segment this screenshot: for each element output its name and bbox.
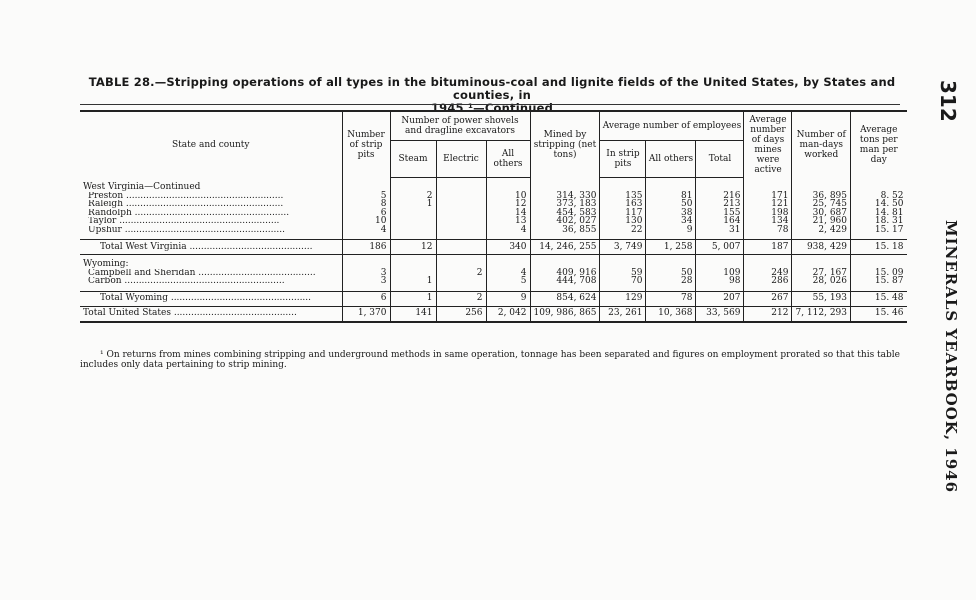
header-state-county: State and county — [80, 111, 342, 178]
row-label: Raleigh ....................................................... — [88, 200, 284, 209]
cell: 2 — [436, 269, 486, 278]
cell: 25, 745 — [792, 200, 851, 209]
cell: 8. 52 — [851, 192, 907, 201]
cell: 7, 112, 293 — [792, 306, 851, 322]
section-label: West Virginia—Continued — [83, 182, 201, 192]
table-row — [80, 277, 907, 286]
cell: 36, 895 — [792, 192, 851, 201]
cell: 2 — [390, 192, 436, 201]
cell: 3, 749 — [600, 240, 646, 255]
cell — [436, 217, 486, 226]
cell: 2 — [436, 291, 486, 306]
cell: 9 — [646, 226, 696, 235]
header-man-days: Number of man-days worked — [792, 111, 851, 178]
cell: 12 — [486, 200, 530, 209]
cell: 216 — [696, 192, 744, 201]
cell: 10 — [342, 217, 390, 226]
cell: 198 — [744, 209, 792, 218]
row-label: Preston ....................................................... — [88, 191, 284, 200]
cell: 129 — [600, 291, 646, 306]
cell: 59 — [600, 269, 646, 278]
header-emp-all-others: All others — [646, 141, 696, 178]
cell: 444, 708 — [530, 277, 600, 286]
cell: 109 — [696, 269, 744, 278]
cell: 34 — [646, 217, 696, 226]
header-all-others: All others — [486, 141, 530, 178]
row-label: Carbon ........................................................ — [88, 277, 285, 286]
cell: 22 — [600, 226, 646, 235]
table-row — [80, 226, 907, 235]
cell: 15. 09 — [851, 269, 907, 278]
row-label: Randolph ...................................................... — [88, 208, 290, 217]
cell: 2, 042 — [486, 306, 530, 322]
row-label: Total West Virginia ........................................... — [80, 240, 342, 255]
cell: 27, 167 — [792, 269, 851, 278]
header-steam: Steam — [390, 141, 436, 178]
cell: 130 — [600, 217, 646, 226]
cell: 155 — [696, 209, 744, 218]
header-mined: Mined by stripping (net tons) — [530, 111, 600, 178]
header-total: Total — [696, 141, 744, 178]
cell: 207 — [696, 291, 744, 306]
cell: 6 — [342, 209, 390, 218]
cell: 10, 368 — [646, 306, 696, 322]
cell: 38 — [646, 209, 696, 218]
cell: 171 — [744, 192, 792, 201]
cell — [390, 226, 436, 235]
page-number: 312 — [936, 80, 960, 122]
cell: 854, 624 — [530, 291, 600, 306]
row-label: Taylor ........................................................ — [88, 217, 280, 226]
cell — [436, 277, 486, 286]
cell: 15. 18 — [851, 240, 907, 255]
title-line-1: TABLE 28.—Stripping operations of all types in the bituminous-coal and lignite fields of the United States, by States and counties, in — [88, 75, 896, 102]
cell: 121 — [744, 200, 792, 209]
cell: 286 — [744, 277, 792, 286]
cell: 14 — [486, 209, 530, 218]
cell: 78 — [646, 291, 696, 306]
cell: 15. 87 — [851, 277, 907, 286]
cell: 28, 026 — [792, 277, 851, 286]
cell: 15. 46 — [851, 306, 907, 322]
cell — [436, 200, 486, 209]
title-line-2: 1945 ¹—Continued — [430, 101, 554, 115]
running-head: MINERALS YEARBOOK, 1946 — [942, 220, 960, 494]
cell: 14. 50 — [851, 200, 907, 209]
cell: 117 — [600, 209, 646, 218]
cell: 18. 31 — [851, 217, 907, 226]
header-avg-days: Average number of days mines were active — [744, 111, 792, 178]
cell: 1 — [390, 200, 436, 209]
cell: 55, 193 — [792, 291, 851, 306]
cell: 186 — [342, 240, 390, 255]
cell: 164 — [696, 217, 744, 226]
cell: 4 — [342, 226, 390, 235]
cell — [436, 209, 486, 218]
cell: 1, 258 — [646, 240, 696, 255]
header-shovels-group: Number of power shovels and dragline excavators — [390, 111, 530, 141]
cell: 10 — [486, 192, 530, 201]
cell — [436, 226, 486, 235]
cell: 3 — [342, 269, 390, 278]
cell: 402, 027 — [530, 217, 600, 226]
cell: 98 — [696, 277, 744, 286]
cell: 81 — [646, 192, 696, 201]
cell: 409, 916 — [530, 269, 600, 278]
header-tons-per-man: Average tons per man per day — [851, 111, 907, 178]
cell: 33, 569 — [696, 306, 744, 322]
grand-total-row — [80, 306, 907, 322]
cell: 109, 986, 865 — [530, 306, 600, 322]
cell: 5, 007 — [696, 240, 744, 255]
cell: 340 — [486, 240, 530, 255]
cell: 50 — [646, 200, 696, 209]
cell: 1, 370 — [342, 306, 390, 322]
header-employees-group: Average number of employees — [600, 111, 744, 141]
cell: 21, 960 — [792, 217, 851, 226]
cell: 30, 687 — [792, 209, 851, 218]
footnote: ¹ On returns from mines combining stripping and underground methods in same operation, tonnage has been separated and figures on employment prorated so that this table includes only data pertaining to strip mining. — [80, 350, 901, 370]
cell: 4 — [486, 269, 530, 278]
total-row — [80, 291, 907, 306]
total-row — [80, 240, 907, 255]
cell: 8 — [342, 200, 390, 209]
cell: 23, 261 — [600, 306, 646, 322]
cell: 314, 330 — [530, 192, 600, 201]
cell — [436, 240, 486, 255]
cell: 5 — [486, 277, 530, 286]
cell — [390, 217, 436, 226]
cell: 31 — [696, 226, 744, 235]
section-label: Wyoming: — [83, 259, 129, 269]
cell: 249 — [744, 269, 792, 278]
side-margin — [930, 80, 970, 494]
cell: 15. 48 — [851, 291, 907, 306]
cell: 70 — [600, 277, 646, 286]
cell: 78 — [744, 226, 792, 235]
cell: 938, 429 — [792, 240, 851, 255]
cell — [390, 209, 436, 218]
cell — [436, 192, 486, 201]
cell: 141 — [390, 306, 436, 322]
top-rule — [80, 104, 900, 105]
cell: 6 — [342, 291, 390, 306]
header-strip-pits: Number of strip pits — [342, 111, 390, 178]
cell: 9 — [486, 291, 530, 306]
cell: 1 — [390, 291, 436, 306]
cell: 50 — [646, 269, 696, 278]
row-label: Total United States ........................................... — [80, 306, 342, 322]
cell: 267 — [744, 291, 792, 306]
cell: 28 — [646, 277, 696, 286]
cell: 373, 183 — [530, 200, 600, 209]
cell: 212 — [744, 306, 792, 322]
cell: 1 — [390, 277, 436, 286]
row-label: Total Wyoming ................................................. — [80, 291, 342, 306]
cell: 12 — [390, 240, 436, 255]
stripping-table — [80, 110, 907, 323]
row-label: Campbell and Sheridan ......................................... — [88, 268, 316, 277]
cell: 213 — [696, 200, 744, 209]
cell: 135 — [600, 192, 646, 201]
cell: 36, 855 — [530, 226, 600, 235]
cell: 2, 429 — [792, 226, 851, 235]
cell: 15. 17 — [851, 226, 907, 235]
cell: 256 — [436, 306, 486, 322]
cell: 134 — [744, 217, 792, 226]
cell: 4 — [486, 226, 530, 235]
cell: 163 — [600, 200, 646, 209]
cell: 13 — [486, 217, 530, 226]
cell: 3 — [342, 277, 390, 286]
header-electric: Electric — [436, 141, 486, 178]
cell: 5 — [342, 192, 390, 201]
cell: 14. 81 — [851, 209, 907, 218]
row-label: Upshur ........................................................ — [88, 225, 285, 234]
cell: 187 — [744, 240, 792, 255]
cell: 454, 583 — [530, 209, 600, 218]
cell: 14, 246, 255 — [530, 240, 600, 255]
header-in-strip-pits: In strip pits — [600, 141, 646, 178]
